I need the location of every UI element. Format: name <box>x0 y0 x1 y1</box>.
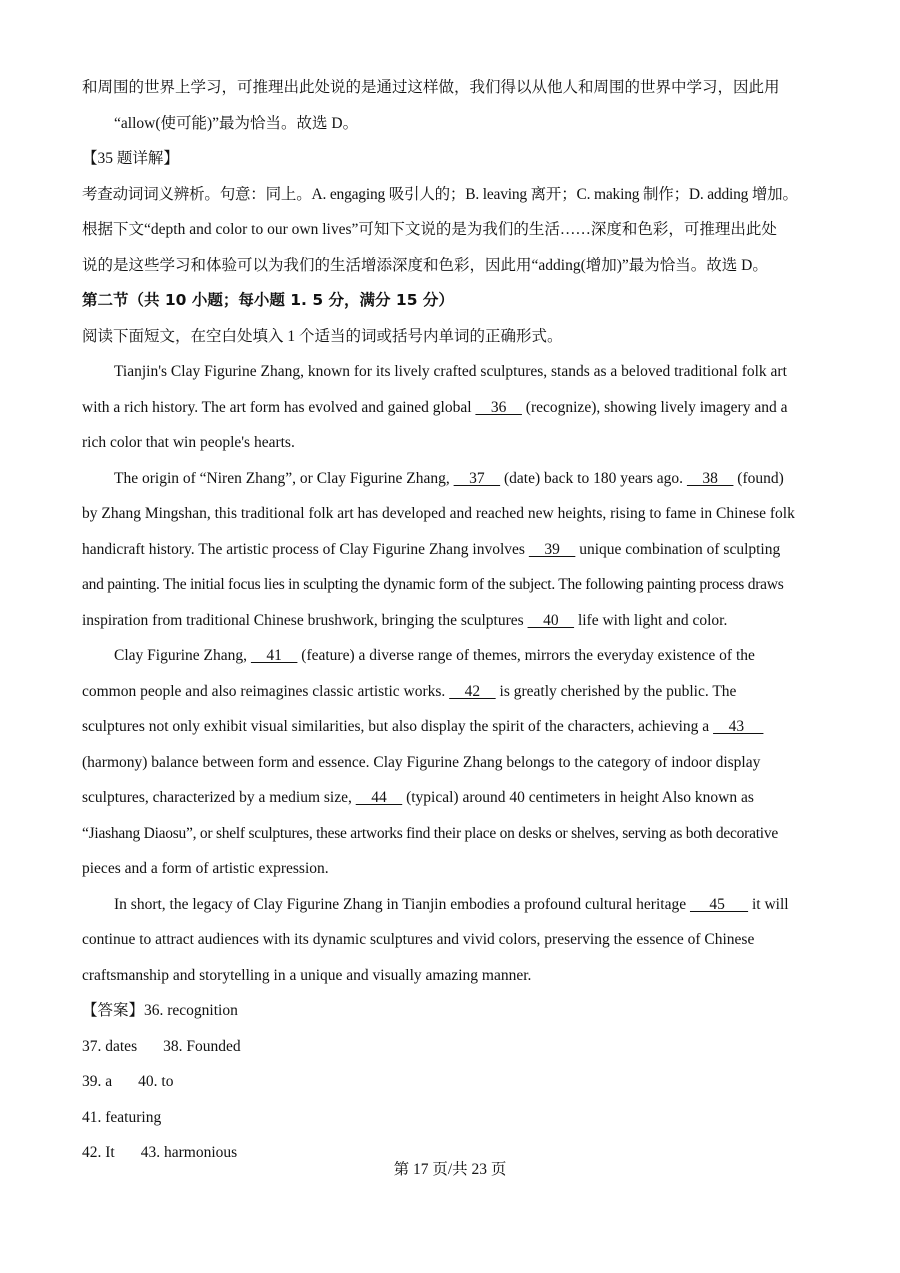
p3-line-7: pieces and a form of artistic expression. <box>82 860 329 877</box>
p3-text: (feature) a diverse range of themes, mirrors the everyday existence of the <box>297 647 755 664</box>
answer-39: 39. a <box>82 1073 113 1090</box>
q35-line-1: 考查动词词义辨析。句意：同上。A. engaging 吸引人的；B. leaving 离开；C. making 制作；D. adding 增加。 <box>82 185 798 203</box>
answer-43: 43. harmonious <box>140 1144 238 1161</box>
blank-41: 41 <box>250 647 298 664</box>
p2-line-5 <box>82 603 822 639</box>
p3-line-4: (harmony) balance between form and essence. Clay Figurine Zhang belongs to the category of indoor display <box>82 753 761 771</box>
p2-text: (date) back to 180 years ago. <box>500 469 687 487</box>
p2-line-4: and painting. The initial focus lies in sculpting the dynamic form of the subject. The following painting process draws <box>82 576 784 593</box>
p4-text: it will <box>748 895 789 913</box>
p1-line-1: Tianjin's Clay Figurine Zhang, known for its lively crafted sculptures, stands as a beloved traditional folk art <box>114 363 787 380</box>
answer-41: 41. featuring <box>82 1108 162 1126</box>
p3-text: Clay Figurine Zhang, <box>114 647 251 664</box>
p2-text: life with light and color. <box>574 611 728 629</box>
p3-text: is greatly cherished by the public. The <box>495 682 737 700</box>
blank-45: 45 <box>689 895 749 913</box>
answer-42: 42. It <box>82 1144 115 1161</box>
q35-line-3: 说的是这些学习和体验可以为我们的生活增添深度和色彩，因此用“adding(增加)”最为恰当。故选 D。 <box>82 256 768 274</box>
answer-36: 36. recognition <box>144 1002 238 1019</box>
intro-line-2: “allow(使可能)”最为恰当。故选 D。 <box>114 114 359 132</box>
p1-text: (recognize), showing lively imagery and a <box>521 398 788 416</box>
p4-text: In short, the legacy of Clay Figurine Zhang in Tianjin embodies a profound cultural heritage <box>114 895 690 913</box>
document-page <box>82 70 822 1171</box>
p3-line-6: “Jiashang Diaosu”, or shelf sculptures, these artworks find their place on desks or shelves, serving as both decorative <box>82 824 778 842</box>
answers-row-2 <box>82 1029 822 1065</box>
q35-heading: 【35 题详解】 <box>82 150 179 167</box>
blank-36: 36 <box>475 398 522 416</box>
p2-line-3 <box>82 532 822 568</box>
p4-line-2: continue to attract audiences with its dynamic sculptures and vivid colors, preserving the essence of Chinese <box>82 931 755 948</box>
section-title: 第二节（共 10 小题；每小题 1. 5 分，满分 15 分） <box>82 291 454 309</box>
p3-text: (typical) around 40 centimeters in height Also known as <box>402 789 754 806</box>
p2-line-2: by Zhang Mingshan, this traditional folk art has developed and reached new heights, rising to fame in Chinese folk <box>82 505 795 522</box>
p1-line-3: rich color that win people's hearts. <box>82 434 295 451</box>
blank-40: 40 <box>527 611 575 629</box>
p3-text: sculptures not only exhibit visual similarities, but also display the spirit of the characters, achieving a <box>82 718 714 735</box>
answer-40: 40. to <box>138 1073 174 1090</box>
p2-line-1 <box>82 461 822 497</box>
p3-line-1 <box>82 638 822 674</box>
p1-text: with a rich history. The art form has evolved and gained global <box>82 398 476 416</box>
p2-text: handicraft history. The artistic process of Clay Figurine Zhang involves <box>82 540 529 558</box>
p1-line-2 <box>82 390 822 426</box>
p3-line-3 <box>82 709 822 745</box>
p2-text: (found) <box>733 469 784 487</box>
p4-line-3: craftsmanship and storytelling in a unique and visually amazing manner. <box>82 966 532 984</box>
answer-37: 37. dates <box>82 1037 138 1055</box>
answers-row-3 <box>82 1064 822 1100</box>
p2-text: unique combination of sculpting <box>575 540 781 558</box>
page-footer: 第 17 页/共 23 页 <box>393 1161 507 1178</box>
blank-39: 39 <box>528 540 576 558</box>
answers-row-4 <box>82 1100 822 1136</box>
blank-42: 42 <box>449 682 496 700</box>
p2-text: The origin of “Niren Zhang”, or Clay Figurine Zhang, <box>114 469 454 487</box>
p2-text: inspiration from traditional Chinese brushwork, bringing the sculptures <box>82 611 528 629</box>
p3-line-2 <box>82 674 822 710</box>
answers-label: 【答案】 <box>82 1002 145 1019</box>
answer-38: 38. Founded <box>163 1037 241 1055</box>
blank-44: 44 <box>355 789 403 806</box>
q35-line-2: 根据下文“depth and color to our own lives”可知下文说的是为我们的生活……深度和色彩，可推理出此处 <box>82 221 777 238</box>
p3-text: sculptures, characterized by a medium size, <box>82 789 356 806</box>
blank-37: 37 <box>453 469 501 487</box>
section-instruction: 阅读下面短文，在空白处填入 1 个适当的词或括号内单词的正确形式。 <box>82 327 563 345</box>
intro-line-1: 和周围的世界上学习，可推理出此处说的是通过这样做，我们得以从他人和周围的世界中学习，因此用 <box>82 79 780 96</box>
p3-text: common people and also reimagines classic artistic works. <box>82 682 450 700</box>
p3-line-5 <box>82 780 822 816</box>
blank-43: 43 <box>713 718 764 735</box>
blank-38: 38 <box>686 469 734 487</box>
answers-row-1 <box>82 993 822 1029</box>
p4-line-1 <box>82 887 822 923</box>
